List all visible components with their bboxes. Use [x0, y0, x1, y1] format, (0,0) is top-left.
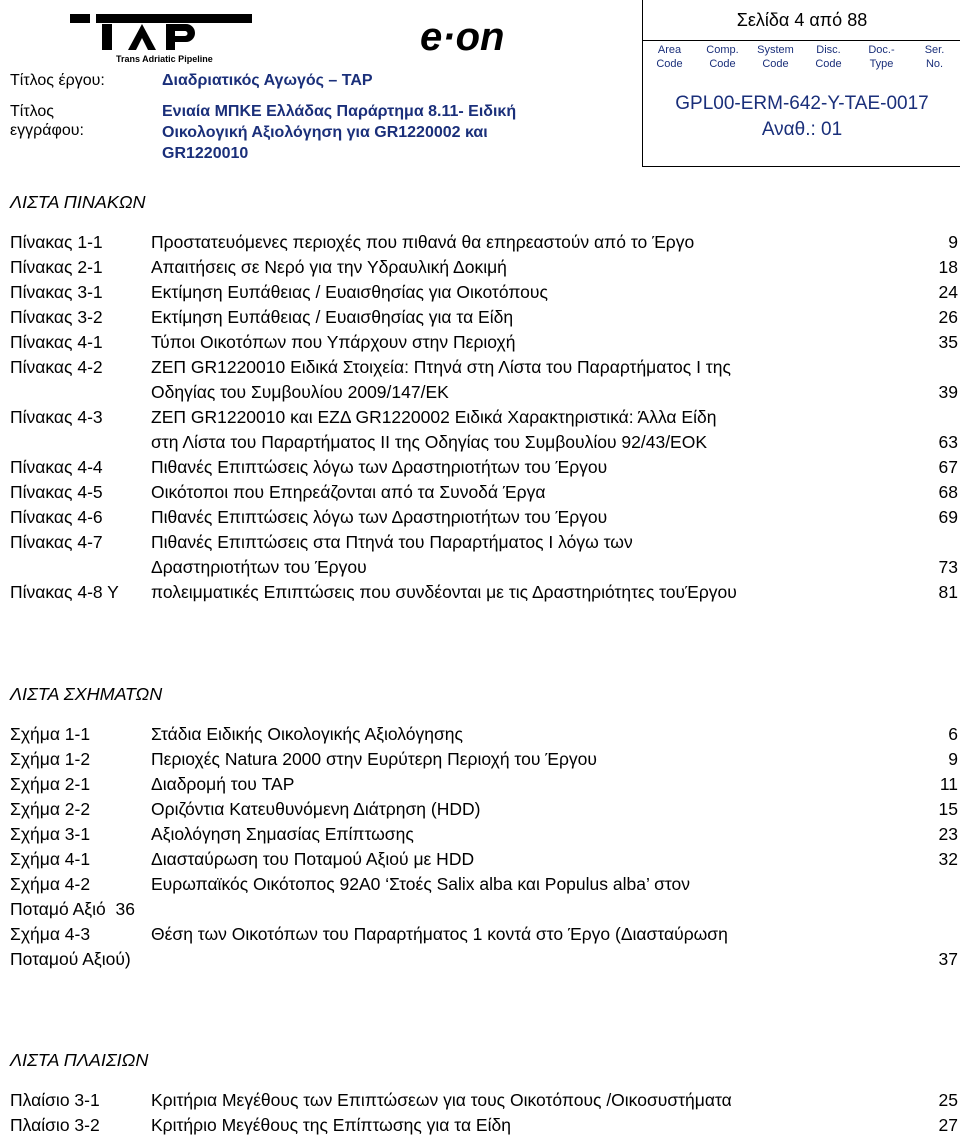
toc-text: Περιοχές Natura 2000 στην Ευρύτερη Περιοχή του Έργου: [151, 749, 597, 769]
doc-title-line-3: GR1220010: [162, 145, 249, 162]
tables-list: [10, 230, 958, 605]
toc-entry[interactable]: [10, 747, 958, 772]
toc-page: 68: [938, 482, 958, 502]
toc-label: Πίνακας 4-2: [10, 357, 103, 377]
toc-page: 63: [938, 432, 958, 452]
svg-text:e·on: e·on: [420, 15, 505, 58]
toc-entry[interactable]: [10, 355, 958, 405]
toc-entry[interactable]: [10, 505, 958, 530]
code-cell: Area Code: [656, 44, 683, 70]
toc-label: Πίνακας 3-1: [10, 282, 103, 302]
toc-text: Απαιτήσεις σε Νερό για την Υδραυλική Δοκιμή: [151, 257, 507, 277]
code-cell: Ser. No.: [924, 44, 945, 70]
toc-text: Πιθανές Επιπτώσεις στα Πτηνά του Παραρτήματος Ι λόγω των: [151, 532, 633, 552]
toc-page: 73: [938, 557, 958, 577]
toc-text: Οριζόντια Κατευθυνόμενη Διάτρηση (HDD): [151, 799, 481, 819]
toc-entry[interactable]: [10, 330, 958, 355]
document-header: [0, 0, 960, 166]
tap-logo: [70, 12, 252, 64]
toc-label: Σχήμα 2-2: [10, 799, 91, 819]
toc-page: 27: [938, 1115, 958, 1135]
toc-text: Πιθανές Επιπτώσεις λόγω των Δραστηριοτήτων του Έργου: [151, 507, 608, 527]
toc-label: Πίνακας 4-6: [10, 507, 103, 527]
toc-text: ΖΕΠ GR1220010 και ΕΖΔ GR1220002 Ειδικά Χαρακτηριστικά: Άλλα Είδη: [151, 407, 717, 427]
toc-text: Τύποι Οικοτόπων που Υπάρχουν στην Περιοχή: [151, 332, 516, 352]
toc-entry[interactable]: [10, 530, 958, 580]
toc-entry[interactable]: [10, 230, 958, 255]
toc-text-continued: Δραστηριοτήτων του Έργου: [151, 557, 367, 577]
code-cell: Doc.- Type: [868, 44, 895, 70]
toc-text: Εκτίμηση Ευπάθειας / Ευαισθησίας για τα Είδη: [151, 307, 514, 327]
toc-entry[interactable]: [10, 922, 958, 972]
header-left: [0, 0, 642, 166]
toc-label: Σχήμα 4-1: [10, 849, 91, 869]
toc-entry[interactable]: [10, 455, 958, 480]
toc-text: Πιθανές Επιπτώσεις λόγω των Δραστηριοτήτων του Έργου: [151, 457, 608, 477]
toc-label: Πίνακας 4-7: [10, 532, 103, 552]
toc-entry[interactable]: [10, 797, 958, 822]
toc-label: Πίνακας 3-2: [10, 307, 103, 327]
toc-entry[interactable]: [10, 722, 958, 747]
toc-entry[interactable]: [10, 1088, 958, 1113]
doc-title-label-2: εγγράφου:: [10, 122, 84, 139]
toc-label: Σχήμα 4-3: [10, 924, 91, 944]
toc-text: Ευρωπαϊκός Οικότοπος 92A0 ‘Στοές Salix alba και Populus alba’ στον: [151, 874, 691, 894]
toc-label: Σχήμα 2-1: [10, 774, 91, 794]
toc-page: 15: [938, 799, 958, 819]
toc-text: πολειμματικές Επιπτώσεις που συνδέονται με τις Δραστηριότητες τουΈργου: [151, 582, 737, 602]
toc-text: Διαδρομή του TAP: [151, 774, 295, 794]
toc-label: Πίνακας 1-1: [10, 232, 103, 252]
toc-wrap-label: Ποταμού Αξιού): [10, 949, 131, 969]
toc-text: Προστατευόμενες περιοχές που πιθανά θα επηρεαστούν από το Έργο: [151, 232, 695, 252]
code-cell: System Code: [757, 44, 794, 70]
tables-section-title: ΛΙΣΤΑ ΠΙΝΑΚΩΝ: [10, 192, 146, 212]
doc-title-line-2: Οικολογική Αξιολόγηση για GR1220002 και: [162, 124, 488, 141]
toc-entry[interactable]: [10, 280, 958, 305]
toc-label: Πίνακας 4-8 Υ: [10, 582, 119, 602]
toc-text: Εκτίμηση Ευπάθειας / Ευαισθησίας για Οικοτόπους: [151, 282, 548, 302]
toc-text-continued: στη Λίστα του Παραρτήματος ΙΙ της Οδηγίας του Συμβουλίου 92/43/ΕΟΚ: [151, 432, 708, 452]
toc-text: Οικότοποι που Επηρεάζονται από τα Συνοδά Έργα: [151, 482, 546, 502]
code-cell: Disc. Code: [815, 44, 842, 70]
eon-logo: [418, 14, 538, 58]
toc-entry[interactable]: [10, 305, 958, 330]
svg-text:Trans Adriatic Pipeline: Trans Adriatic Pipeline: [116, 54, 213, 64]
toc-label: Πίνακας 2-1: [10, 257, 103, 277]
toc-page: 18: [938, 257, 958, 277]
toc-label: Σχήμα 1-2: [10, 749, 91, 769]
project-title-label: Τίτλος έργου:: [10, 72, 105, 89]
toc-page: 39: [938, 382, 958, 402]
page-indicator: Σελίδα 4 από 88: [643, 0, 960, 41]
toc-label: Πίνακας 4-1: [10, 332, 103, 352]
toc-page: 36: [115, 899, 135, 919]
toc-page: 67: [938, 457, 958, 477]
toc-text: Διασταύρωση του Ποταμού Αξιού με HDD: [151, 849, 475, 869]
doc-title-line-1: Ενιαία ΜΠΚΕ Ελλάδας Παράρτημα 8.11- Ειδική: [162, 103, 517, 120]
toc-page: 37: [938, 949, 958, 969]
toc-label: Σχήμα 3-1: [10, 824, 91, 844]
toc-wrap-line: [10, 897, 958, 922]
boxes-list: [10, 1088, 958, 1138]
toc-label: Σχήμα 1-1: [10, 724, 91, 744]
toc-entry[interactable]: [10, 405, 958, 455]
toc-text: Αξιολόγηση Σημασίας Επίπτωσης: [151, 824, 414, 844]
toc-text-continued: Οδηγίας του Συμβουλίου 2009/147/ΕΚ: [151, 382, 449, 402]
toc-label: Πίνακας 4-5: [10, 482, 103, 502]
toc-label: Πλαίσιο 3-2: [10, 1115, 100, 1135]
toc-entry[interactable]: [10, 847, 958, 872]
toc-label: Πίνακας 4-3: [10, 407, 103, 427]
toc-entry[interactable]: [10, 1113, 958, 1138]
boxes-section-title: ΛΙΣΤΑ ΠΛΑΙΣΙΩΝ: [10, 1050, 149, 1070]
document-number: GPL00-ERM-642-Y-TAE-0017: [675, 93, 929, 114]
toc-page: 11: [939, 774, 958, 794]
code-cell: Comp. Code: [706, 44, 739, 70]
project-title-value: Διαδριατικός Αγωγός – TAP: [162, 72, 373, 89]
toc-text: Θέση των Οικοτόπων του Παραρτήματος 1 κοντά στο Έργο (Διασταύρωση: [151, 924, 728, 944]
toc-text: Στάδια Ειδικής Οικολογικής Αξιολόγησης: [151, 724, 463, 744]
toc-wrap-label: Ποταμό Αξιό: [10, 899, 106, 919]
toc-entry[interactable]: [10, 480, 958, 505]
toc-entry[interactable]: [10, 822, 958, 847]
toc-text: Κριτήρια Μεγέθους των Επιπτώσεων για τους Οικοτόπους /Οικοσυστήματα: [151, 1090, 732, 1110]
toc-entry[interactable]: [10, 580, 958, 605]
toc-label: Πίνακας 4-4: [10, 457, 103, 477]
toc-label: Σχήμα 4-2: [10, 874, 91, 894]
toc-label: Πλαίσιο 3-1: [10, 1090, 100, 1110]
toc-page: 81: [938, 582, 958, 602]
toc-entry[interactable]: [10, 772, 958, 797]
toc-page: 69: [938, 507, 958, 527]
toc-entry[interactable]: [10, 255, 958, 280]
figures-list: [10, 722, 958, 972]
doc-title-label-1: Τίτλος: [10, 103, 55, 120]
header-right: [642, 0, 960, 167]
toc-page: 25: [938, 1090, 958, 1110]
toc-page: 24: [938, 282, 958, 302]
toc-page: 23: [938, 824, 958, 844]
toc-page: 9: [948, 232, 958, 252]
toc-entry[interactable]: [10, 872, 958, 922]
toc-page: 9: [948, 749, 958, 769]
revision: Αναθ.: 01: [761, 119, 843, 140]
figures-section-title: ΛΙΣΤΑ ΣΧΗΜΑΤΩΝ: [10, 684, 163, 704]
toc-page: 32: [938, 849, 958, 869]
document-codes: [643, 41, 960, 73]
toc-page: 26: [938, 307, 958, 327]
toc-page: 35: [938, 332, 958, 352]
toc-text: Κριτήριο Μεγέθους της Επίπτωσης για τα Είδη: [151, 1115, 511, 1135]
toc-text: ΖΕΠ GR1220010 Ειδικά Στοιχεία: Πτηνά στη Λίστα του Παραρτήματος Ι της: [151, 357, 731, 377]
toc-page: 6: [948, 724, 958, 744]
